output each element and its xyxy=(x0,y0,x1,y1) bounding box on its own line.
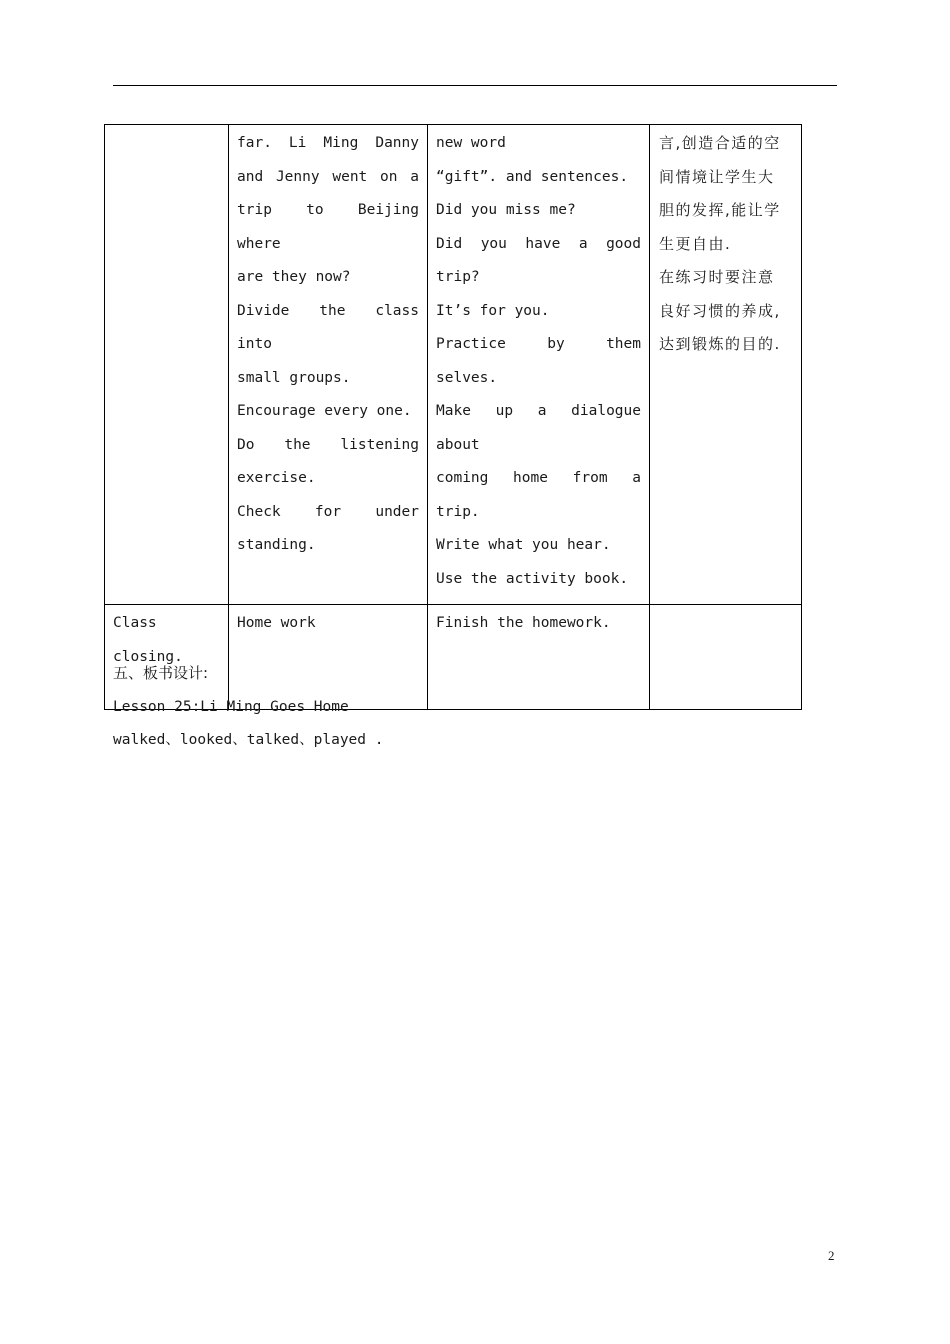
board-design-section xyxy=(113,657,383,758)
cell-line: far. Li Ming Danny xyxy=(237,135,419,151)
board-design-heading: 五、板书设计: xyxy=(113,664,209,682)
table-cell-student-activity xyxy=(428,125,650,605)
cell-line: small groups. xyxy=(237,369,351,386)
cell-line: and Jenny went on a xyxy=(237,168,419,185)
cell-line: Check for under xyxy=(237,503,419,520)
cell-line: Do the listening xyxy=(237,436,419,453)
cell-line: Home work xyxy=(237,615,316,631)
table-cell-teacher-activity xyxy=(229,125,428,605)
cell-line: Class xyxy=(113,615,157,631)
board-design-lesson-title: Lesson 25:Li Ming Goes Home xyxy=(113,698,349,715)
board-design-words: walked、looked、talked、played . xyxy=(113,732,384,748)
table-cell-design-intent xyxy=(650,125,802,605)
header-rule xyxy=(113,85,837,86)
cell-line: 达到锻炼的目的. xyxy=(659,335,781,353)
cell-line: coming home from a trip. xyxy=(436,470,641,520)
cell-line: 生更自由. xyxy=(659,234,732,253)
cell-line: It’s for you. xyxy=(436,302,550,319)
cell-line: 良好习惯的养成, xyxy=(659,301,781,320)
cell-line: Make up a dialogue about xyxy=(436,403,641,453)
cell-line: Divide the class into xyxy=(237,302,419,352)
cell-line: Use the activity book. xyxy=(436,570,629,587)
cell-line: Finish the homework. xyxy=(436,615,611,631)
table-cell-design-intent xyxy=(650,605,802,710)
cell-line: Did you miss me? xyxy=(436,202,576,218)
cell-line: 在练习时要注意 xyxy=(659,268,775,286)
cell-line: 间情境让学生大 xyxy=(659,167,775,186)
cell-line: exercise. xyxy=(237,470,316,486)
cell-line: Encourage every one. xyxy=(237,403,412,419)
cell-line: Write what you hear. xyxy=(436,537,611,553)
cell-line: new word xyxy=(436,135,506,151)
cell-line: standing. xyxy=(237,537,316,553)
cell-line: closing. xyxy=(113,648,183,665)
lesson-plan-table xyxy=(104,124,802,710)
cell-line: Practice by them selves. xyxy=(436,336,641,386)
cell-line: “gift”. and sentences. xyxy=(436,168,629,185)
cell-line: trip to Beijing where xyxy=(237,202,419,252)
cell-line: trip? xyxy=(436,269,480,285)
table-row xyxy=(105,125,802,605)
page-number: 2 xyxy=(828,1248,835,1263)
cell-line: Did you have a good xyxy=(436,235,641,252)
cell-line: 胆的发挥,能让学 xyxy=(659,201,781,219)
table-cell-stage xyxy=(105,125,229,605)
cell-line: 言,创造合适的空 xyxy=(659,134,781,152)
table-cell-student-activity xyxy=(428,605,650,710)
cell-line: are they now? xyxy=(237,269,351,285)
